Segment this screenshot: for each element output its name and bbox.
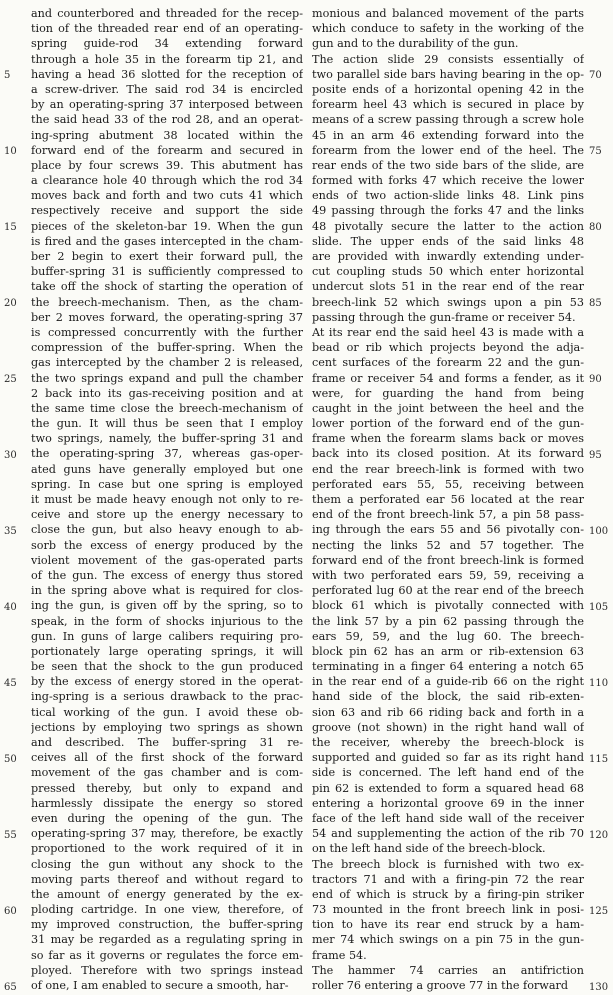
line-number: 45 bbox=[4, 677, 17, 689]
text-line: the said head 33 of the rod 28, and an operat- bbox=[31, 113, 303, 127]
text-line: ated guns have generally employed but one bbox=[31, 462, 303, 476]
text-line: spring. In case but one spring is employed bbox=[31, 477, 303, 491]
text-line: sorb the excess of energy produced by the bbox=[31, 538, 303, 552]
line-number: 25 bbox=[4, 373, 17, 385]
text-line: caught in the joint between the heel and the bbox=[312, 401, 584, 415]
text-line: two parallel side bars having bearing in the op- bbox=[312, 67, 584, 81]
line-number: 30 bbox=[4, 449, 17, 461]
text-line: were, for guarding the hand from being bbox=[312, 386, 584, 400]
text-line: so far as it governs or regulates the force em- bbox=[31, 948, 303, 962]
text-line: through a hole 35 in the forearm tip 21, and bbox=[31, 52, 303, 66]
text-line: are provided with inwardly extending under- bbox=[312, 250, 584, 263]
text-line: which conduce to safety in the working of the bbox=[312, 22, 584, 36]
line-number: 100 bbox=[589, 525, 609, 537]
text-line: block 61 which is pivotally connected with bbox=[312, 599, 584, 613]
line-number: 15 bbox=[4, 221, 17, 233]
line-number: 85 bbox=[589, 297, 602, 309]
line-number: 125 bbox=[589, 905, 609, 917]
text-line: closing the gun without any shock to the bbox=[31, 857, 303, 871]
text-line: forearm heel 43 which is secured in place by bbox=[312, 98, 584, 112]
text-line: moves back and forth and two cuts 41 which bbox=[31, 189, 303, 203]
text-line: slide. The upper ends of the said links 48 bbox=[312, 234, 584, 248]
text-line: moving parts thereof and without regard to bbox=[31, 872, 303, 886]
text-line: by an operating-spring 37 interposed between bbox=[31, 98, 303, 112]
text-line: passing through the gun-frame or receiver 54. bbox=[312, 310, 576, 324]
text-line: 54 and supplementing the action of the rib 70 bbox=[312, 827, 584, 841]
line-number: 55 bbox=[4, 829, 17, 841]
text-line: terminating in a finger 64 entering a notch 65 bbox=[312, 660, 584, 674]
text-line: supported and guided so far as its right hand bbox=[312, 751, 584, 765]
text-line: ears 59, 59, and the lug 60. The breech- bbox=[312, 629, 584, 643]
text-line: pressed thereby, but only to expand and bbox=[31, 781, 303, 795]
line-number: 120 bbox=[589, 829, 609, 841]
text-line: tical working of the gun. I avoid these ob- bbox=[31, 705, 303, 719]
text-line: speak, in the form of shocks injurious to the bbox=[31, 614, 303, 628]
text-line: ploding cartridge. In one view, therefore, of bbox=[31, 903, 303, 917]
text-line: frame when the forearm slams back or moves bbox=[312, 432, 584, 446]
text-line: proportioned to the work required of it in bbox=[31, 842, 303, 856]
text-line: formed with forks 47 which receive the lower bbox=[312, 174, 584, 188]
text-line: bead or rib which projects beyond the adja- bbox=[312, 341, 584, 355]
text-line: back into its closed position. At its forward bbox=[312, 447, 584, 461]
text-line: monious and balanced movement of the parts bbox=[312, 7, 584, 20]
text-line: ing-spring is a serious drawback to the prac- bbox=[31, 690, 303, 704]
text-line: it must be made heavy enough not only to re- bbox=[31, 493, 303, 506]
text-line: tractors 71 and with a firing-pin 72 the rear bbox=[312, 872, 584, 886]
line-number: 110 bbox=[589, 677, 609, 689]
text-line: the same time close the breech-mechanism of bbox=[31, 401, 303, 415]
text-line: two springs, namely, the buffer-spring 31 and bbox=[31, 432, 303, 446]
text-line: necting the links 52 and 57 together. The bbox=[312, 538, 584, 552]
text-line: The action slide 29 consists essentially of bbox=[312, 52, 584, 66]
text-line: 73 mounted in the front breech link in posi- bbox=[312, 903, 584, 917]
text-line: ing-spring abutment 38 located within the bbox=[31, 128, 303, 142]
text-line: a screw-driver. The said rod 34 is encircled bbox=[31, 82, 303, 96]
text-line: cent surfaces of the forearm 22 and the gun- bbox=[312, 356, 584, 370]
text-line: ber 2 moves forward, the operating-spring 37 bbox=[31, 310, 303, 324]
text-line: with two perforated ears 59, 59, receiving a bbox=[312, 568, 584, 582]
text-line: having a head 36 slotted for the reception of bbox=[31, 67, 303, 81]
line-number: 115 bbox=[589, 753, 609, 765]
line-number: 5 bbox=[4, 69, 11, 81]
text-line: groove (not shown) in the right hand wall of bbox=[312, 720, 584, 734]
text-line: breech-link 52 which swings upon a pin 53 bbox=[312, 295, 584, 309]
text-line: means of a screw passing through a screw hole bbox=[312, 113, 584, 127]
text-line: and counterbored and threaded for the recep- bbox=[31, 7, 303, 20]
text-line: ployed. Therefore with two springs instead bbox=[31, 963, 303, 977]
line-number: 20 bbox=[4, 297, 17, 309]
line-number: 90 bbox=[589, 373, 602, 385]
text-line: operating-spring 37 may, therefore, be exactly bbox=[31, 827, 303, 841]
text-line: compression of the buffer-spring. When the bbox=[31, 341, 303, 355]
text-line: forward end of the forearm and secured in bbox=[31, 143, 303, 157]
text-line: the gun. It will thus be seen that I employ bbox=[31, 417, 303, 431]
text-line: the two springs expand and pull the chamber bbox=[31, 371, 303, 385]
line-number: 40 bbox=[4, 601, 17, 613]
text-line: block pin 62 has an arm or rib-extension 63 bbox=[312, 644, 584, 658]
right-text-column bbox=[312, 6, 584, 993]
text-line: the receiver, whereby the breech-block is bbox=[312, 736, 584, 749]
text-line: gun. In guns of large calibers requiring pro- bbox=[31, 629, 303, 643]
text-line: 45 in an arm 46 extending forward into the bbox=[312, 128, 584, 142]
text-line: my improved construction, the buffer-spring bbox=[31, 918, 303, 932]
text-line: frame or receiver 54 and forms a fender, as it bbox=[312, 371, 584, 385]
line-number: 130 bbox=[589, 981, 609, 993]
text-line: gas intercepted by the chamber 2 is released, bbox=[31, 356, 303, 370]
text-line: posite ends of a horizontal opening 42 in the bbox=[312, 82, 584, 96]
text-line: is fired and the gases intercepted in the cham- bbox=[31, 234, 303, 248]
text-line: end the rear breech-link is formed with two bbox=[312, 462, 584, 476]
text-line: ing through the ears 55 and 56 pivotally con- bbox=[312, 523, 584, 537]
line-number: 80 bbox=[589, 221, 602, 233]
text-line: The hammer 74 carries an antifriction bbox=[312, 963, 584, 977]
text-line: spring guide-rod 34 extending forward bbox=[31, 37, 303, 51]
text-line: respectively receive and support the side bbox=[31, 204, 303, 218]
text-line: At its rear end the said heel 43 is made with a bbox=[312, 325, 584, 339]
text-line: ing the gun, is given off by the spring, so to bbox=[31, 599, 303, 613]
text-line: be seen that the shock to the gun produced bbox=[31, 660, 303, 674]
text-line: portionately large operating springs, it will bbox=[31, 644, 303, 658]
text-line: tion of the threaded rear end of an operating- bbox=[31, 22, 303, 36]
text-line: pin 62 is extended to form a squared head 68 bbox=[312, 781, 584, 795]
text-line: undercut slots 51 in the rear end of the rear bbox=[312, 280, 584, 294]
text-line: close the gun, but also heavy enough to ab- bbox=[31, 523, 303, 537]
text-line: cut coupling studs 50 which enter horizontal bbox=[312, 265, 584, 279]
text-line: place by four screws 39. This abutment has bbox=[31, 158, 303, 172]
text-line: face of the left hand side wall of the receiver bbox=[312, 811, 584, 825]
text-line: ber 2 begin to exert their forward pull, the bbox=[31, 250, 303, 263]
text-line: in the rear end of a guide-rib 66 on the right bbox=[312, 675, 584, 689]
text-line: 31 may be regarded as a regulating spring in bbox=[31, 933, 303, 947]
left-text-column bbox=[31, 6, 303, 993]
text-line: ceives all of the first shock of the forward bbox=[31, 751, 303, 765]
text-line: gun and to the durability of the gun. bbox=[312, 37, 519, 51]
text-line: end of which is struck by a firing-pin striker bbox=[312, 887, 584, 901]
text-line: by the excess of energy stored in the operat- bbox=[31, 675, 303, 689]
text-line: 49 passing through the forks 47 and the links bbox=[312, 204, 584, 218]
line-number: 50 bbox=[4, 753, 17, 765]
line-number: 75 bbox=[589, 145, 602, 157]
text-line: mer 74 which swings on a pin 75 in the gun- bbox=[312, 933, 584, 947]
line-number: 95 bbox=[589, 449, 602, 461]
text-line: the link 57 by a pin 62 passing through the bbox=[312, 614, 584, 628]
text-line: frame 54. bbox=[312, 948, 367, 962]
text-line: 2 back into its gas-receiving position and at bbox=[31, 386, 303, 400]
text-line: perforated ears 55, 55, receiving between bbox=[312, 477, 584, 491]
text-line: even during the opening of the gun. The bbox=[31, 811, 303, 825]
text-line: the amount of energy generated by the ex- bbox=[31, 887, 303, 901]
line-number: 70 bbox=[589, 69, 602, 81]
line-number: 35 bbox=[4, 525, 17, 537]
text-line: ceive and store up the energy necessary to bbox=[31, 508, 303, 522]
text-line: buffer-spring 31 is sufficiently compressed to bbox=[31, 265, 303, 279]
text-line: hand side of the block, the said rib-exten- bbox=[312, 690, 584, 704]
text-line: them a perforated ear 56 located at the rear bbox=[312, 493, 584, 506]
text-line: perforated lug 60 at the rear end of the breech bbox=[312, 584, 584, 598]
text-line: of one, I am enabled to secure a smooth, har- bbox=[31, 979, 289, 992]
text-line: The breech block is furnished with two ex- bbox=[312, 857, 584, 871]
text-line: side is concerned. The left hand end of the bbox=[312, 766, 584, 780]
text-line: and described. The buffer-spring 31 re- bbox=[31, 736, 303, 749]
line-number: 10 bbox=[4, 145, 17, 157]
text-line: roller 76 entering a groove 77 in the forward bbox=[312, 979, 569, 992]
text-line: rear ends of the two side bars of the slide, are bbox=[312, 158, 584, 172]
text-line: violent movement of the gas-operated parts bbox=[31, 553, 303, 567]
text-line: end of the front breech-link 57, a pin 58 pass- bbox=[312, 508, 584, 522]
text-line: pieces of the skeleton-bar 19. When the gun bbox=[31, 219, 303, 233]
text-line: 48 pivotally secure the latter to the action bbox=[312, 219, 584, 233]
text-line: the operating-spring 37, whereas gas-oper- bbox=[31, 447, 303, 461]
text-line: a clearance hole 40 through which the rod 34 bbox=[31, 174, 303, 188]
text-line: take off the shock of starting the operation of bbox=[31, 280, 303, 294]
line-number: 65 bbox=[4, 981, 17, 993]
text-line: is compressed concurrently with the further bbox=[31, 325, 303, 339]
text-line: tion to have its rear end struck by a ham- bbox=[312, 918, 584, 932]
line-number: 105 bbox=[589, 601, 609, 613]
text-line: movement of the gas chamber and is com- bbox=[31, 766, 303, 780]
text-line: in the spring above what is required for clos- bbox=[31, 584, 303, 598]
text-line: lower portion of the forward end of the gun- bbox=[312, 417, 584, 431]
text-line: harmlessly dissipate the energy so stored bbox=[31, 796, 303, 810]
text-line: entering a horizontal groove 69 in the inner bbox=[312, 796, 584, 810]
text-line: the breech-mechanism. Then, as the cham- bbox=[31, 295, 303, 309]
text-line: on the left hand side of the breech-block. bbox=[312, 842, 546, 856]
text-line: sion 63 and rib 66 riding back and forth in a bbox=[312, 705, 584, 719]
text-line: of the gun. The excess of energy thus stored bbox=[31, 568, 303, 582]
text-line: jections by employing two springs as shown bbox=[31, 720, 303, 734]
text-line: forearm from the lower end of the heel. The bbox=[312, 143, 584, 157]
text-line: forward end of the front breech-link is formed bbox=[312, 553, 584, 567]
line-number: 60 bbox=[4, 905, 17, 917]
text-line: ends of two action-slide links 48. Link pins bbox=[312, 189, 584, 203]
